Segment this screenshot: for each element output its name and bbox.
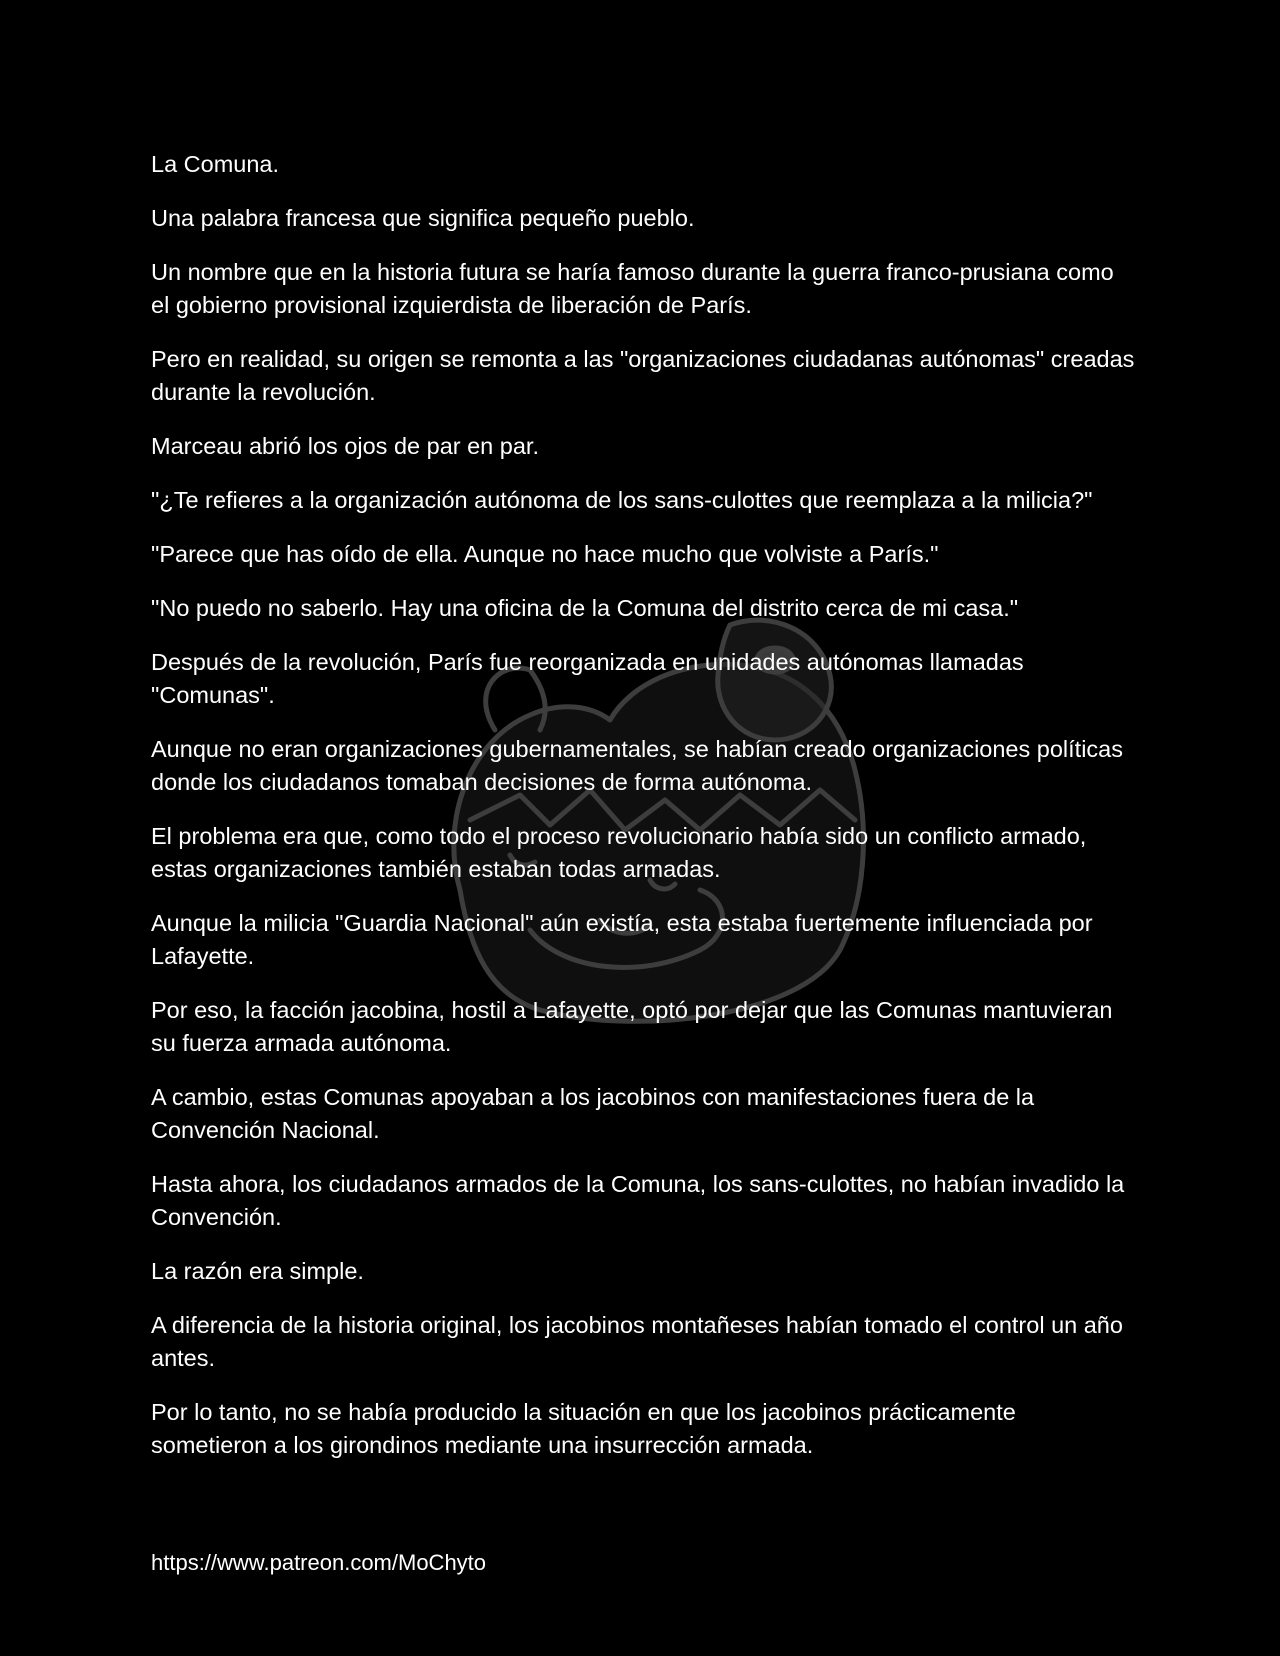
paragraph: Por eso, la facción jacobina, hostil a Lafayette, optó por dejar que las Comunas mantuvieran su fuerza armada autónoma. (151, 997, 1113, 1056)
paragraph: Pero en realidad, su origen se remonta a las "organizaciones ciudadanas autónomas" creadas durante la revolución. (151, 346, 1135, 405)
paragraph: Aunque no eran organizaciones gubernamentales, se habían creado organizaciones políticas donde los ciudadanos tomaban decisiones de forma autónoma. (151, 736, 1123, 795)
paragraph: A cambio, estas Comunas apoyaban a los jacobinos con manifestaciones fuera de la Convención Nacional. (151, 1084, 1035, 1143)
paragraph: Marceau abrió los ojos de par en par. (151, 433, 539, 459)
document-body (151, 148, 1136, 1483)
paragraph: "No puedo no saberlo. Hay una oficina de la Comuna del distrito cerca de mi casa." (151, 595, 1019, 621)
paragraph: Aunque la milicia "Guardia Nacional" aún existía, esta estaba fuertemente influenciada por Lafayette. (151, 910, 1093, 969)
paragraph: A diferencia de la historia original, los jacobinos montañeses habían tomado el control un año antes. (151, 1312, 1123, 1371)
paragraph: Por lo tanto, no se había producido la situación en que los jacobinos prácticamente sometieron a los girondinos mediante una insurrección armada. (151, 1399, 1016, 1458)
paragraph: El problema era que, como todo el proceso revolucionario había sido un conflicto armado, estas organizaciones también estaban todas armadas. (151, 823, 1087, 882)
paragraph: La razón era simple. (151, 1258, 364, 1284)
paragraph: "Parece que has oído de ella. Aunque no hace mucho que volviste a París." (151, 541, 939, 567)
paragraph: Hasta ahora, los ciudadanos armados de la Comuna, los sans-culottes, no habían invadido la Convención. (151, 1171, 1125, 1230)
paragraph: Una palabra francesa que significa pequeño pueblo. (151, 205, 695, 231)
paragraph: La Comuna. (151, 151, 280, 177)
patreon-link[interactable]: https://www.patreon.com/MoChyto (151, 1550, 487, 1575)
paragraph: Un nombre que en la historia futura se haría famoso durante la guerra franco-prusiana como el gobierno provisional izquierdista de liberación de París. (151, 259, 1114, 318)
paragraph: Después de la revolución, París fue reorganizada en unidades autónomas llamadas "Comunas". (151, 649, 1024, 708)
paragraph: "¿Te refieres a la organización autónoma de los sans-culottes que reemplaza a la milicia?" (151, 487, 1093, 513)
